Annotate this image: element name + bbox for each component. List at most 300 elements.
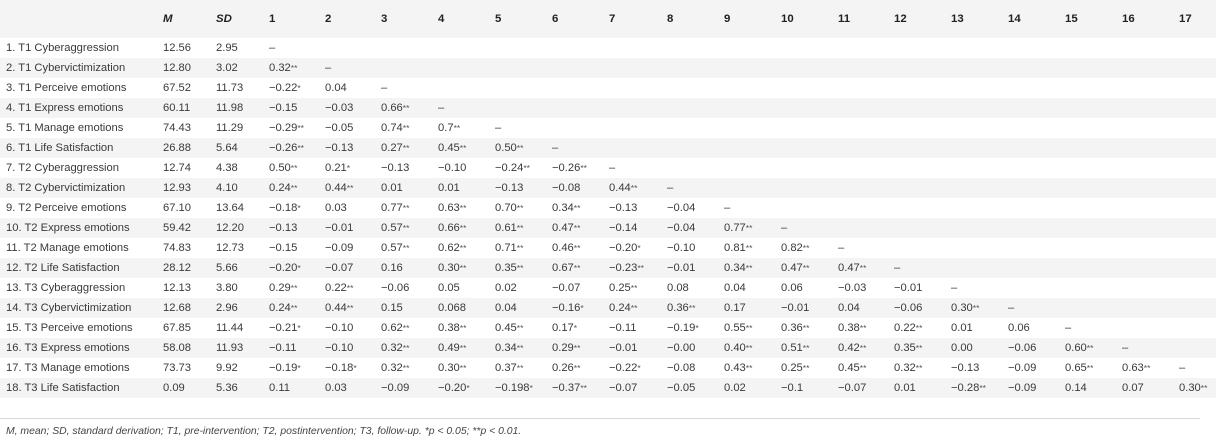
correlation-cell	[1060, 38, 1117, 58]
significance-marker: **	[402, 123, 410, 133]
correlation-cell: −0.26**	[269, 142, 304, 154]
correlation-cell: –	[1122, 342, 1129, 354]
correlation-cell	[604, 58, 662, 78]
mean-cell: 12.80	[163, 62, 191, 74]
correlation-cell	[776, 98, 833, 118]
sd-cell: 12.73	[216, 242, 244, 254]
correlation-cell: 0.02	[495, 282, 517, 294]
header-cell-var-15: 15	[1065, 13, 1078, 25]
correlation-cell: 0.34**	[495, 342, 524, 354]
correlation-cell	[1117, 178, 1174, 198]
correlation-cell	[833, 138, 889, 158]
significance-marker: *	[297, 323, 301, 333]
mean-cell: 59.42	[163, 222, 191, 234]
row-label: 14. T3 Cybervictimization	[6, 302, 132, 314]
correlation-cell: 0.7**	[438, 122, 461, 134]
table-row	[0, 178, 1216, 198]
correlation-cell: 0.63**	[438, 202, 467, 214]
correlation-cell	[1174, 58, 1216, 78]
mean-cell: 12.68	[163, 302, 191, 314]
sd-cell: 13.64	[216, 202, 244, 214]
correlation-cell	[1060, 98, 1117, 118]
significance-marker: **	[453, 123, 461, 133]
significance-marker: **	[745, 343, 753, 353]
correlation-cell: −0.07	[325, 262, 354, 274]
sd-cell: 4.38	[216, 162, 238, 174]
correlation-cell	[1117, 158, 1174, 178]
correlation-cell: 0.30**	[438, 362, 467, 374]
significance-marker: **	[573, 223, 581, 233]
significance-marker: **	[859, 343, 867, 353]
mean-cell: 74.43	[163, 122, 191, 134]
correlation-cell: −0.06	[381, 282, 410, 294]
correlation-cell	[833, 98, 889, 118]
correlation-cell: 0.17	[724, 302, 746, 314]
significance-marker: **	[637, 263, 644, 273]
correlation-cell: 0.81**	[724, 242, 753, 254]
correlation-cell: 0.45**	[838, 362, 867, 374]
correlation-cell	[1003, 198, 1060, 218]
significance-marker: *	[695, 323, 699, 333]
correlation-cell: −0.20*	[438, 382, 470, 394]
correlation-cell: −0.22*	[609, 362, 641, 374]
correlation-cell: 0.74**	[381, 122, 410, 134]
significance-marker: **	[346, 283, 354, 293]
mean-cell: 67.85	[163, 322, 191, 334]
correlation-cell: 0.24**	[609, 302, 638, 314]
significance-marker: **	[972, 303, 980, 313]
significance-marker: **	[630, 183, 638, 193]
correlation-cell	[1117, 258, 1174, 278]
table-row	[0, 238, 1216, 258]
correlation-cell	[833, 178, 889, 198]
correlation-cell	[604, 38, 662, 58]
correlation-cell: −0.21*	[269, 322, 301, 334]
significance-marker: **	[745, 363, 753, 373]
correlation-cell: −0.23**	[609, 262, 644, 274]
correlation-cell: −0.06	[894, 302, 923, 314]
correlation-cell: −0.1	[781, 382, 804, 394]
correlation-cell: 0.17*	[552, 322, 578, 334]
table-footnote: M, mean; SD, standard derivation; T1, pre-intervention; T2, postintervention; T3, follow-up. *p < 0.05; **p < 0.01.	[6, 426, 522, 437]
mean-cell: 67.52	[163, 82, 191, 94]
correlation-cell	[946, 138, 1003, 158]
significance-marker: **	[290, 163, 298, 173]
correlation-cell: −0.15	[269, 102, 298, 114]
row-label: 12. T2 Life Satisfaction	[6, 262, 120, 274]
correlation-cell: −0.28**	[951, 382, 986, 394]
correlation-cell: −0.09	[1008, 362, 1037, 374]
significance-marker: **	[573, 263, 581, 273]
mean-cell: 67.10	[163, 202, 191, 214]
significance-marker: **	[516, 263, 524, 273]
table-row	[0, 78, 1216, 98]
significance-marker: **	[516, 203, 524, 213]
significance-marker: **	[1086, 363, 1094, 373]
correlation-cell: 0.01	[438, 182, 460, 194]
correlation-cell: −0.11	[609, 322, 637, 334]
sd-cell: 11.93	[216, 342, 244, 354]
significance-marker: **	[745, 323, 753, 333]
correlation-cell	[1060, 238, 1117, 258]
significance-marker: **	[580, 163, 587, 173]
significance-marker: **	[580, 383, 587, 393]
correlation-cell: 0.67**	[552, 262, 581, 274]
correlation-cell	[320, 38, 376, 58]
mean-cell: 12.56	[163, 42, 191, 54]
correlation-cell: −0.19*	[667, 322, 699, 334]
table-row	[0, 58, 1216, 78]
correlation-cell: 0.24**	[269, 302, 298, 314]
correlation-cell: −0.06	[1008, 342, 1037, 354]
correlation-cell	[547, 78, 604, 98]
significance-marker: **	[459, 323, 467, 333]
correlation-cell	[776, 198, 833, 218]
correlation-cell	[1060, 258, 1117, 278]
correlation-cell	[889, 178, 946, 198]
correlation-cell	[946, 238, 1003, 258]
correlation-cell	[1174, 158, 1216, 178]
significance-marker: *	[637, 243, 641, 253]
correlation-cell: 0.068	[438, 302, 466, 314]
mean-cell: 74.83	[163, 242, 191, 254]
correlation-cell: –	[667, 182, 674, 194]
correlation-cell: −0.29**	[269, 122, 304, 134]
correlation-cell: −0.10	[667, 242, 696, 254]
correlation-cell	[1060, 58, 1117, 78]
correlation-cell	[433, 78, 490, 98]
correlation-cell	[946, 38, 1003, 58]
significance-marker: **	[745, 263, 753, 273]
significance-marker: **	[1143, 363, 1151, 373]
correlation-cell: 0.04	[724, 282, 746, 294]
correlation-cell	[1174, 78, 1216, 98]
correlation-cell: −0.07	[552, 282, 581, 294]
correlation-cell	[1174, 98, 1216, 118]
correlation-cell: 0.02	[724, 382, 746, 394]
significance-marker: **	[915, 343, 923, 353]
correlation-cell: 0.08	[667, 282, 689, 294]
correlation-cell	[946, 218, 1003, 238]
header-cell-var-9: 9	[724, 13, 731, 25]
correlation-cell: −0.03	[838, 282, 867, 294]
correlation-cell: 0.37**	[495, 362, 524, 374]
correlation-cell	[719, 78, 776, 98]
correlation-cell: −0.08	[552, 182, 581, 194]
sd-cell: 11.29	[216, 122, 244, 134]
correlation-cell	[776, 58, 833, 78]
correlation-cell: –	[495, 122, 502, 134]
sd-cell: 4.10	[216, 182, 238, 194]
correlation-cell: –	[894, 262, 901, 274]
correlation-cell: 0.01	[951, 322, 973, 334]
correlation-cell: 0.21*	[325, 162, 351, 174]
correlation-cell: −0.08	[667, 362, 696, 374]
sd-cell: 3.80	[216, 282, 238, 294]
correlation-cell: 0.38**	[838, 322, 867, 334]
significance-marker: **	[802, 343, 810, 353]
correlation-cell	[833, 118, 889, 138]
correlation-cell	[719, 58, 776, 78]
correlation-cell	[1003, 78, 1060, 98]
correlation-cell: –	[438, 102, 445, 114]
correlation-cell: 0.05	[438, 282, 460, 294]
table-row	[0, 218, 1216, 238]
correlation-cell: −0.13	[381, 162, 410, 174]
significance-marker: **	[859, 363, 867, 373]
significance-marker: **	[459, 243, 467, 253]
significance-marker: **	[688, 303, 696, 313]
row-label: 9. T2 Perceive emotions	[6, 202, 127, 214]
correlation-cell	[547, 118, 604, 138]
sd-cell: 12.20	[216, 222, 244, 234]
correlation-cell	[1060, 178, 1117, 198]
correlation-cell: 0.45**	[495, 322, 524, 334]
table-bottom-divider	[0, 418, 1200, 419]
row-label: 5. T1 Manage emotions	[6, 122, 124, 134]
correlation-cell	[1060, 138, 1117, 158]
significance-marker: **	[745, 223, 753, 233]
correlation-cell: 0.30**	[951, 302, 980, 314]
correlation-cell	[776, 78, 833, 98]
significance-marker: **	[290, 183, 298, 193]
correlation-cell: −0.04	[667, 202, 696, 214]
correlation-cell: 0.62**	[438, 242, 467, 254]
significance-marker: **	[346, 183, 354, 193]
significance-marker: **	[297, 123, 304, 133]
correlation-cell	[719, 38, 776, 58]
correlation-cell: –	[781, 222, 788, 234]
correlation-cell: 0.32**	[381, 342, 410, 354]
significance-marker: *	[637, 363, 641, 373]
correlation-cell: 0.32**	[894, 362, 923, 374]
correlation-cell: 0.60**	[1065, 342, 1094, 354]
significance-marker: **	[802, 323, 810, 333]
significance-marker: **	[516, 343, 524, 353]
correlation-cell	[1060, 278, 1117, 298]
significance-marker: **	[915, 363, 923, 373]
mean-cell: 12.13	[163, 282, 191, 294]
correlation-cell: 0.06	[1008, 322, 1030, 334]
correlation-cell	[889, 138, 946, 158]
significance-marker: **	[402, 203, 410, 213]
correlation-cell	[1117, 298, 1174, 318]
correlation-cell: –	[552, 142, 559, 154]
correlation-cell: −0.26**	[552, 162, 587, 174]
mean-cell: 60.11	[163, 102, 191, 114]
significance-marker: **	[915, 323, 923, 333]
correlation-cell: −0.13	[269, 222, 298, 234]
correlation-cell	[1174, 118, 1216, 138]
correlation-cell: −0.01	[325, 222, 354, 234]
correlation-cell	[719, 158, 776, 178]
correlation-cell: 0.65**	[1065, 362, 1094, 374]
correlation-cell: 0.62**	[381, 322, 410, 334]
sd-cell: 11.98	[216, 102, 244, 114]
correlation-cell: 0.34**	[552, 202, 581, 214]
correlation-cell	[547, 38, 604, 58]
correlation-cell	[1117, 118, 1174, 138]
correlation-cell: −0.01	[667, 262, 696, 274]
table-row	[0, 318, 1216, 338]
significance-marker: **	[573, 243, 581, 253]
correlation-cell	[889, 158, 946, 178]
significance-marker: **	[402, 103, 410, 113]
significance-marker: *	[346, 163, 351, 173]
header-cell-var-14: 14	[1008, 13, 1021, 25]
correlation-cell: −0.10	[438, 162, 467, 174]
mean-cell: 26.88	[163, 142, 191, 154]
header-cell-sd: SD	[216, 13, 232, 25]
correlation-cell	[1117, 278, 1174, 298]
correlation-cell: 0.22**	[325, 282, 354, 294]
correlation-cell: −0.09	[1008, 382, 1037, 394]
correlation-cell: 0.22**	[894, 322, 923, 334]
correlation-cell	[490, 38, 547, 58]
table-row	[0, 138, 1216, 158]
mean-cell: 12.74	[163, 162, 191, 174]
correlation-cell: −0.03	[325, 102, 354, 114]
table-row	[0, 118, 1216, 138]
correlation-cell	[1174, 258, 1216, 278]
correlation-cell	[376, 58, 433, 78]
correlation-cell: 0.47**	[552, 222, 581, 234]
correlation-cell: 0.46**	[552, 242, 581, 254]
significance-marker: **	[1200, 383, 1208, 393]
correlation-cell: −0.37**	[552, 382, 587, 394]
correlation-cell	[1003, 278, 1060, 298]
correlation-cell	[946, 158, 1003, 178]
significance-marker: *	[297, 203, 301, 213]
correlation-cell	[662, 58, 719, 78]
row-label: 10. T2 Express emotions	[6, 222, 130, 234]
correlation-cell: −0.07	[609, 382, 638, 394]
correlation-cell	[1174, 238, 1216, 258]
correlation-cell	[1003, 158, 1060, 178]
header-cell-var-16: 16	[1122, 13, 1135, 25]
correlation-cell	[719, 118, 776, 138]
correlation-cell	[662, 138, 719, 158]
correlation-cell	[776, 138, 833, 158]
correlation-cell: –	[724, 202, 731, 214]
significance-marker: **	[459, 343, 467, 353]
correlation-cell	[833, 78, 889, 98]
correlation-cell: 0.71**	[495, 242, 524, 254]
correlation-cell	[1003, 258, 1060, 278]
correlation-cell	[1003, 178, 1060, 198]
header-cell-var-2: 2	[325, 13, 332, 25]
correlation-cell	[547, 58, 604, 78]
correlation-cell	[719, 98, 776, 118]
correlation-cell	[376, 38, 433, 58]
correlation-cell: 0.06	[781, 282, 803, 294]
correlation-cell	[776, 178, 833, 198]
correlation-cell	[604, 118, 662, 138]
correlation-cell: 0.44**	[325, 302, 354, 314]
correlation-cell: –	[951, 282, 958, 294]
correlation-cell: 0.57**	[381, 222, 410, 234]
correlation-cell: 0.47**	[838, 262, 867, 274]
sd-cell: 9.92	[216, 362, 238, 374]
significance-marker: **	[402, 343, 410, 353]
correlation-cell	[889, 58, 946, 78]
table-row	[0, 158, 1216, 178]
correlation-cell: 0.01	[894, 382, 916, 394]
correlation-cell	[1117, 58, 1174, 78]
correlation-cell: 0.66**	[438, 222, 467, 234]
table-body	[0, 38, 1216, 398]
header-cell-var-13: 13	[951, 13, 964, 25]
header-cell-m: M	[163, 13, 173, 25]
correlation-cell	[1060, 78, 1117, 98]
significance-marker: **	[1086, 343, 1094, 353]
header-cell-var-12: 12	[894, 13, 907, 25]
correlation-cell	[1174, 198, 1216, 218]
sd-cell: 5.64	[216, 142, 238, 154]
correlation-cell	[433, 58, 490, 78]
correlation-cell: –	[381, 82, 388, 94]
sd-cell: 11.44	[216, 322, 244, 334]
correlation-cell: 0.40**	[724, 342, 753, 354]
mean-cell: 58.08	[163, 342, 191, 354]
significance-marker: **	[573, 363, 581, 373]
table-row	[0, 38, 1216, 58]
correlation-cell	[1003, 38, 1060, 58]
correlation-cell: 0.63**	[1122, 362, 1151, 374]
correlation-cell: –	[838, 242, 845, 254]
correlation-cell	[1060, 118, 1117, 138]
row-label: 8. T2 Cybervictimization	[6, 182, 126, 194]
correlation-cell: −0.11	[269, 342, 297, 354]
correlation-cell: 0.04	[838, 302, 860, 314]
significance-marker: **	[459, 223, 467, 233]
correlation-cell	[1060, 158, 1117, 178]
correlation-cell	[1060, 218, 1117, 238]
correlation-cell: 0.55**	[724, 322, 753, 334]
correlation-cell	[1117, 38, 1174, 58]
correlation-cell: −0.14	[609, 222, 638, 234]
row-label: 18. T3 Life Satisfaction	[6, 382, 120, 394]
correlation-cell: −0.09	[325, 242, 354, 254]
correlation-cell: −0.04	[667, 222, 696, 234]
correlation-cell	[889, 118, 946, 138]
correlation-cell	[1117, 198, 1174, 218]
correlation-cell: −0.22*	[269, 82, 301, 94]
table-row	[0, 278, 1216, 298]
correlation-cell	[1174, 278, 1216, 298]
significance-marker: **	[630, 303, 638, 313]
correlation-cell	[833, 38, 889, 58]
sd-cell: 3.02	[216, 62, 238, 74]
header-cell-var-10: 10	[781, 13, 794, 25]
header-cell-var-3: 3	[381, 13, 388, 25]
significance-marker: **	[290, 283, 298, 293]
mean-cell: 0.09	[163, 382, 185, 394]
correlation-cell: 0.77**	[724, 222, 753, 234]
header-cell-var-7: 7	[609, 13, 616, 25]
correlation-cell	[889, 238, 946, 258]
correlation-cell	[1003, 138, 1060, 158]
correlation-cell: 0.29**	[269, 282, 298, 294]
significance-marker: **	[459, 203, 467, 213]
correlation-cell: −0.05	[325, 122, 354, 134]
correlation-cell: 0.61**	[495, 222, 524, 234]
significance-marker: *	[297, 363, 301, 373]
correlation-cell	[490, 78, 547, 98]
correlation-cell	[662, 158, 719, 178]
correlation-cell	[490, 58, 547, 78]
correlation-cell	[1174, 178, 1216, 198]
